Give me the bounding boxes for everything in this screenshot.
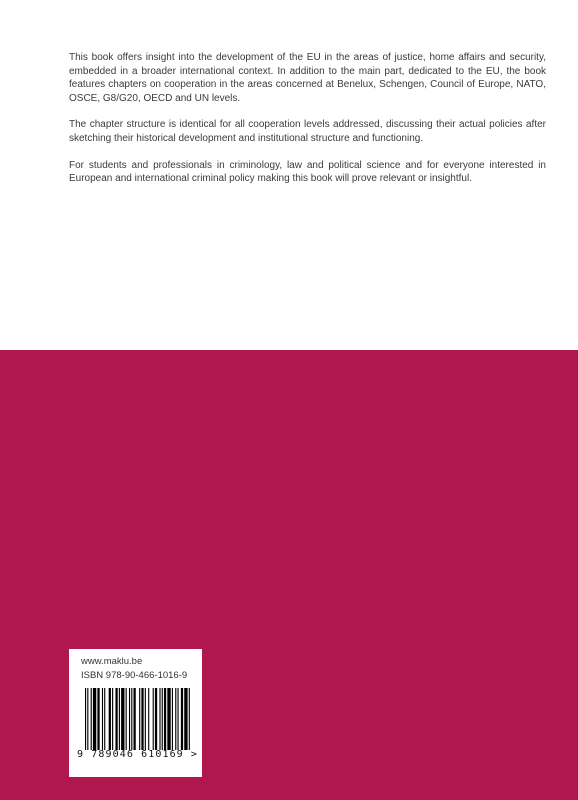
barcode-bar xyxy=(104,688,105,750)
blurb-paragraph-2: The chapter structure is identical for all cooperation levels addressed, discussing their actual policies after sketching their historical development and institutional structure and functioning. xyxy=(69,119,546,144)
barcode-bar xyxy=(159,688,160,750)
white-top-section xyxy=(0,0,578,350)
barcode-bar xyxy=(133,688,135,750)
barcode-bar xyxy=(126,688,127,750)
barcode-bar xyxy=(167,688,170,750)
barcode-bar xyxy=(129,688,130,750)
barcode-bar xyxy=(153,688,154,750)
barcode-bar xyxy=(145,688,146,750)
barcode-bar xyxy=(102,688,103,750)
barcode-bar xyxy=(172,688,173,750)
blurb-paragraph-3: For students and professionals in criminology, law and political science and for everyone interested in European and international criminal policy making this book will prove relevant or insightful. xyxy=(69,159,546,185)
barcode-bar xyxy=(87,688,88,750)
barcode-bar xyxy=(109,688,111,750)
barcode-bars xyxy=(85,688,191,750)
barcode-bar xyxy=(177,688,178,750)
barcode-bar xyxy=(181,688,183,750)
barcode-bar xyxy=(121,688,124,750)
blurb-text xyxy=(69,51,546,199)
barcode-bar xyxy=(162,688,163,750)
barcode-bar xyxy=(141,688,143,750)
barcode-bar xyxy=(148,688,149,750)
barcode-bar xyxy=(131,688,132,750)
barcode-bar xyxy=(112,688,113,750)
barcode-bar xyxy=(119,688,120,750)
barcode-bar xyxy=(164,688,166,750)
barcode-bar xyxy=(91,688,92,750)
barcode-bar xyxy=(184,688,187,750)
barcode-bar xyxy=(175,688,176,750)
barcode-digits: 9 789046 610169 > xyxy=(77,749,199,760)
barcode-label xyxy=(69,649,202,777)
barcode-bar xyxy=(97,688,99,750)
barcode-bar xyxy=(155,688,157,750)
barcode-bar xyxy=(189,688,190,750)
barcode-bar xyxy=(85,688,86,750)
barcode-bar xyxy=(139,688,140,750)
barcode-bar xyxy=(93,688,96,750)
publisher-website: www.maklu.be xyxy=(81,656,143,667)
barcode-bar xyxy=(115,688,117,750)
isbn-text: ISBN 978-90-466-1016-9 xyxy=(81,670,188,681)
blurb-paragraph-1: This book offers insight into the development of the EU in the areas of justice, home affairs and security, embedded in a broader international context. In addition to the main part, dedicated to the EU, the book features chapters on cooperation in the areas concerned at Benelux, Schengen, Council of Europe, NATO, OSCE, G8/G20, OECD and UN levels. xyxy=(69,52,546,104)
